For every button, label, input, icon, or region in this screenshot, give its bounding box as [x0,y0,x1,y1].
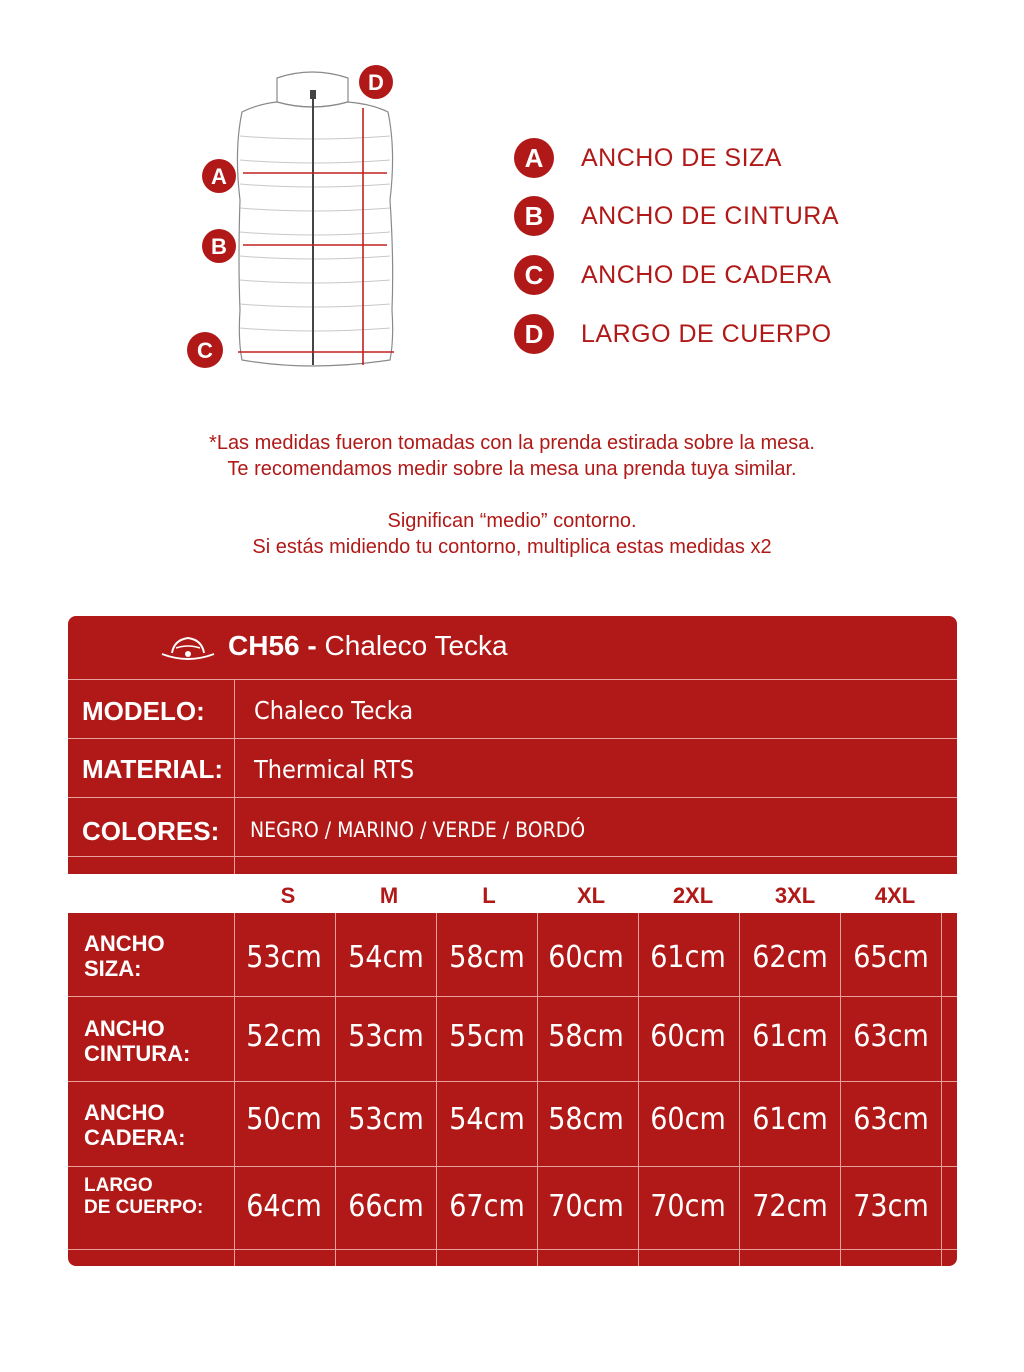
legend-item-d [514,314,832,354]
cell-siza-4xl: 65cm [853,940,929,975]
colores-value: NEGRO / MARINO / VERDE / BORDÓ [250,818,586,842]
size-header-4xl: 4XL [874,883,916,908]
row-label-cadera-line1: ANCHO [84,1100,165,1125]
row-label-largo [84,1175,203,1219]
cell-cadera-l: 54cm [449,1102,525,1137]
row-label-cintura-line2: CINTURA: [84,1041,191,1067]
cell-cintura-l: 55cm [449,1019,525,1054]
marker-a-label: A [211,164,227,189]
cell-largo-s: 64cm [246,1189,322,1224]
row-label-largo-line1: LARGO [84,1175,153,1196]
legend-label-c: ANCHO DE CADERA [581,260,832,289]
cell-largo-2xl: 70cm [650,1189,726,1224]
row-label-cintura-line1: ANCHO [84,1016,165,1041]
product-title [228,630,508,662]
cell-cadera-m: 53cm [348,1102,424,1137]
cell-cadera-xl: 58cm [548,1102,624,1137]
row-label-cadera [84,1100,185,1151]
cell-siza-m: 54cm [348,940,424,975]
cell-cintura-4xl: 63cm [853,1019,929,1054]
cell-cintura-xl: 58cm [548,1019,624,1054]
row-label-siza [84,931,165,982]
product-name: Chaleco Tecka [324,630,508,661]
modelo-label: MODELO: [82,696,205,726]
marker-c [187,332,223,368]
legend-badge-a: A [514,138,554,178]
size-header-s: S [280,883,296,908]
cell-largo-m: 66cm [348,1189,424,1224]
row-label-largo-line2: DE CUERPO: [84,1196,204,1218]
legend-item-b [514,196,839,236]
cell-siza-l: 58cm [449,940,525,975]
cell-cintura-s: 52cm [246,1019,322,1054]
product-info-card [68,616,957,874]
size-header-3xl: 3XL [774,883,816,908]
note-line-4: Si estás midiendo tu contorno, multiplica estas medidas x2 [252,536,772,558]
legend-badge-b: B [514,196,554,236]
cell-cadera-3xl: 61cm [752,1102,828,1137]
cell-cadera-4xl: 63cm [853,1102,929,1137]
cell-largo-3xl: 72cm [752,1189,828,1224]
cell-cintura-2xl: 60cm [650,1019,726,1054]
material-label: MATERIAL: [82,754,224,784]
legend-item-a [514,138,782,178]
vest-diagram [180,60,410,390]
cell-siza-s: 53cm [246,940,322,975]
marker-a [202,159,236,193]
legend-item-c [514,255,832,295]
size-table [68,913,957,1266]
cell-cintura-m: 53cm [348,1019,424,1054]
hat-logo-icon [160,634,216,662]
marker-c-label: C [197,338,213,363]
marker-b-label: B [211,234,227,259]
legend-label-a: ANCHO DE SIZA [581,143,782,172]
cell-cadera-s: 50cm [246,1102,322,1137]
note-line-1: *Las medidas fueron tomadas con la prenda estirada sobre la mesa. [209,432,815,454]
material-value: Thermical RTS [254,755,415,784]
cell-siza-2xl: 61cm [650,940,726,975]
note-line-3: Significan “medio” contorno. [387,510,637,532]
size-header-l: L [482,883,496,908]
row-label-siza-line1: ANCHO [84,931,165,956]
legend-label-d: LARGO DE CUERPO [581,319,832,348]
legend-badge-c: C [514,255,554,295]
row-label-cadera-line2: CADERA: [84,1125,186,1151]
marker-d [359,65,393,99]
modelo-value: Chaleco Tecka [254,696,414,725]
row-label-cintura [84,1016,190,1067]
row-label-siza-line2: SIZA: [84,956,142,982]
cell-siza-xl: 60cm [548,940,624,975]
product-code: CH56 - [228,630,317,661]
cell-largo-l: 67cm [449,1189,525,1224]
size-header-m: M [379,883,399,908]
legend-label-b: ANCHO DE CINTURA [581,201,840,230]
legend-badge-d: D [514,314,554,354]
cell-largo-xl: 70cm [548,1189,624,1224]
note-line-2: Te recomendamos medir sobre la mesa una prenda tuya similar. [227,458,797,480]
size-header-2xl: 2XL [672,883,714,908]
cell-siza-3xl: 62cm [752,940,828,975]
size-header-xl: XL [576,883,606,908]
marker-b [202,229,236,263]
marker-d-label: D [368,70,384,95]
cell-cadera-2xl: 60cm [650,1102,726,1137]
cell-cintura-3xl: 61cm [752,1019,828,1054]
colores-label: COLORES: [82,816,220,846]
cell-largo-4xl: 73cm [853,1189,929,1224]
